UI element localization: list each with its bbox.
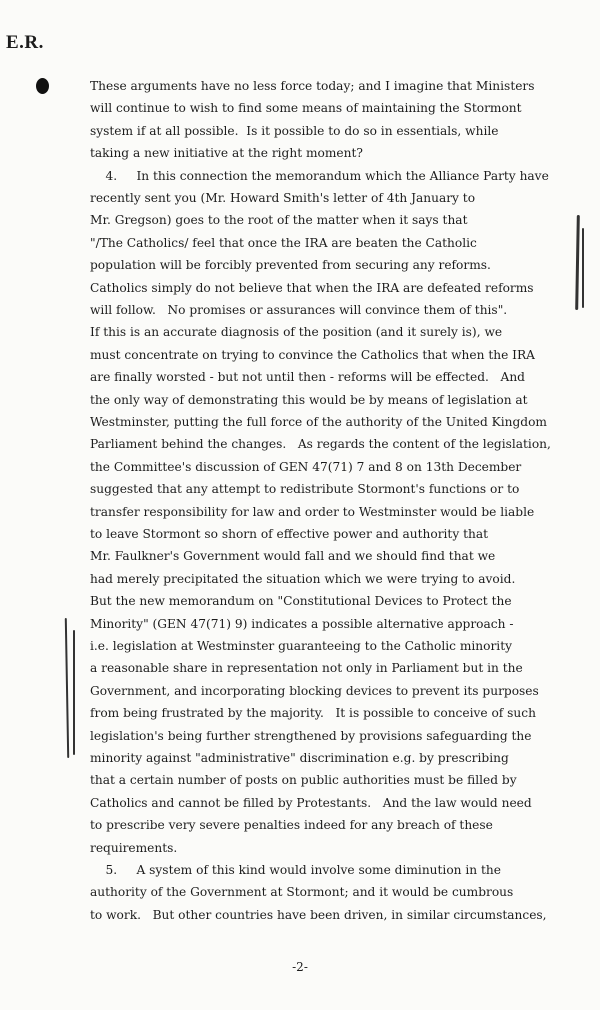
text-line: "/The Catholics/ feel that once the IRA are beaten the Catholic bbox=[90, 235, 477, 250]
text-line: Minority" (GEN 47(71) 9) indicates a possible alternative approach - bbox=[90, 616, 514, 631]
text-line: Catholics and cannot be filled by Protestants. And the law would need bbox=[90, 795, 532, 810]
bullet-dot bbox=[36, 78, 49, 94]
text-line: the only way of demonstrating this would be by means of legislation at bbox=[90, 392, 528, 407]
text-line: from being frustrated by the majority. It is possible to conceive of such bbox=[90, 706, 536, 721]
text-line: Westminster, putting the full force of the authority of the United Kingdom bbox=[90, 415, 547, 429]
page-number: -2- bbox=[292, 960, 308, 974]
margin-mark-left-2 bbox=[73, 630, 75, 755]
text-line: Mr. Gregson) goes to the root of the matter when it says that bbox=[90, 213, 468, 228]
text-line: requirements. bbox=[90, 840, 178, 855]
text-line: recently sent you (Mr. Howard Smith's letter of 4th January to bbox=[90, 191, 476, 205]
text-line: system if at all possible. Is it possible to do so in essentials, while bbox=[90, 123, 499, 138]
text-line: to work. But other countries have been driven, in similar circumstances, bbox=[90, 907, 547, 922]
text-line: These arguments have no less force today; and I imagine that Ministers bbox=[90, 79, 535, 93]
text-line: will follow. No promises or assurances will convince them of this". bbox=[90, 303, 508, 317]
text-line: 4. In this connection the memorandum which the Alliance Party have bbox=[90, 168, 549, 183]
margin-mark-left-1 bbox=[65, 618, 69, 758]
text-line: suggested that any attempt to redistribute Stormont's functions or to bbox=[90, 482, 520, 497]
text-line: the Committee's discussion of GEN 47(71) 7 and 8 on 13th December bbox=[90, 459, 522, 474]
text-line: are finally worsted - but not until then - reforms will be effected. And bbox=[90, 370, 525, 385]
text-line: But the new memorandum on "Constitutional Devices to Protect the bbox=[90, 594, 512, 609]
text-line: authority of the Government at Stormont; and it would be cumbrous bbox=[90, 885, 514, 900]
text-line: Parliament behind the changes. As regards the content of the legislation, bbox=[90, 437, 551, 452]
text-line: had merely precipitated the situation which we were trying to avoid. bbox=[90, 571, 516, 586]
text-line: If this is an accurate diagnosis of the position (and it surely is), we bbox=[90, 325, 503, 340]
text-line: transfer responsibility for law and order to Westminster would be liable bbox=[90, 504, 535, 519]
text-line: 5. A system of this kind would involve some diminution in the bbox=[90, 863, 501, 877]
text-line: Mr. Faulkner's Government would fall and we should find that we bbox=[90, 549, 496, 564]
text-line: must concentrate on trying to convince the Catholics that when the IRA bbox=[90, 347, 535, 362]
text-line: legislation's being further strengthened by provisions safeguarding the bbox=[90, 728, 532, 743]
text-line: that a certain number of posts on public authorities must be filled by bbox=[90, 773, 517, 788]
text-line: i.e. legislation at Westminster guaranteeing to the Catholic minority bbox=[90, 639, 512, 653]
text-line: a reasonable share in representation not only in Parliament but in the bbox=[90, 661, 523, 676]
text-line: Government, and incorporating blocking devices to prevent its purposes bbox=[90, 683, 539, 698]
text-line: to prescribe very severe penalties indeed for any breach of these bbox=[90, 818, 493, 833]
text-line: minority against "administrative" discrimination e.g. by prescribing bbox=[90, 751, 509, 765]
margin-mark-right-1 bbox=[575, 215, 580, 310]
text-line: population will be forcibly prevented from securing any reforms. bbox=[90, 258, 491, 273]
header-initials: E.R. bbox=[6, 32, 44, 53]
text-line: to leave Stormont so shorn of effective power and authority that bbox=[90, 527, 489, 541]
margin-mark-right-2 bbox=[582, 228, 584, 308]
text-line: Catholics simply do not believe that when the IRA are defeated reforms bbox=[90, 280, 534, 295]
text-line: taking a new initiative at the right moment? bbox=[90, 146, 363, 161]
text-line: will continue to wish to find some means of maintaining the Stormont bbox=[90, 101, 522, 116]
